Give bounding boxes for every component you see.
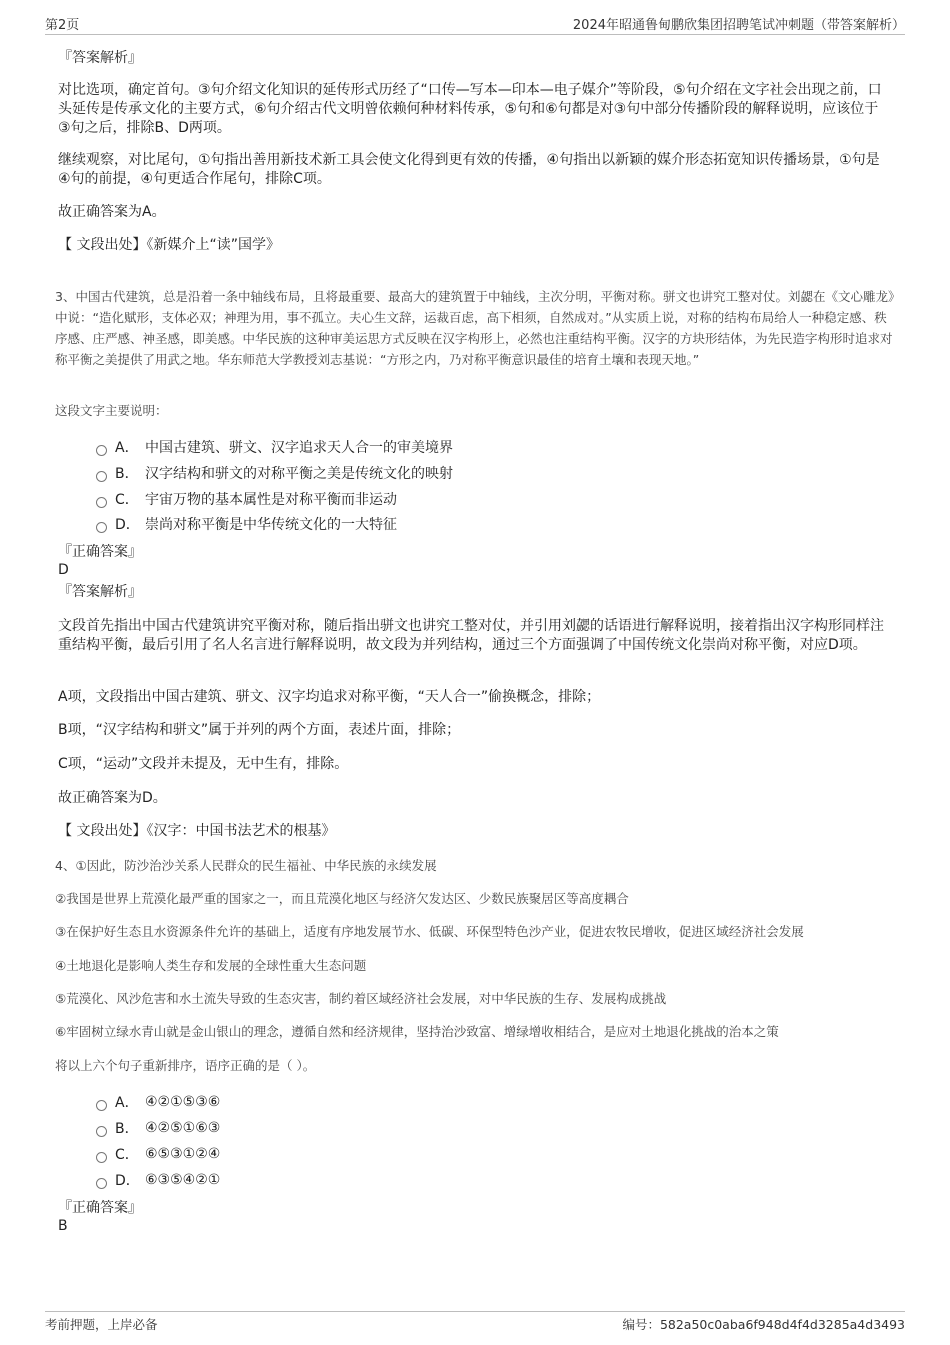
radio-icon[interactable] — [96, 1100, 107, 1111]
option-b[interactable] — [96, 463, 453, 483]
option-letter: C． — [115, 1147, 139, 1163]
question-prompt: 将以上六个句子重新排序，语序正确的是（ ）。 — [55, 1058, 316, 1073]
option-letter: B． — [115, 466, 139, 482]
document-id: 编号：582a50c0aba6f948d4f4d3285a4d3493 — [622, 1317, 905, 1332]
option-a[interactable] — [96, 1092, 220, 1112]
option-b[interactable] — [96, 1118, 220, 1138]
question-sentence: ②我国是世界上荒漠化最严重的国家之一，而且荒漠化地区与经济欠发达区、少数民族聚居区等高度耦合 — [55, 891, 629, 906]
page-number: 第2页 — [45, 18, 80, 33]
radio-icon[interactable] — [96, 1152, 107, 1163]
analysis-paragraph: A项，文段指出中国古建筑、骈文、汉字均追求对称平衡，“天人合一”偷换概念，排除； — [58, 689, 601, 705]
option-text: ④②⑤①⑥③ — [145, 1120, 221, 1136]
document-title: 2024年昭通鲁甸鹏欣集团招聘笔试冲刺题（带答案解析） — [572, 18, 905, 33]
radio-icon[interactable] — [96, 445, 107, 456]
conclusion: 故正确答案为A。 — [58, 204, 166, 220]
question-sentence: 4、①因此，防沙治沙关系人民群众的民生福祉、中华民族的永续发展 — [55, 858, 437, 873]
question-sentence: ⑤荒漠化、风沙危害和水土流失导致的生态灾害，制约着区域经济社会发展，对中华民族的生存、发展构成挑战 — [55, 991, 667, 1006]
option-text: ⑥③⑤④②① — [145, 1172, 221, 1188]
option-text: ④②①⑤③⑥ — [145, 1094, 221, 1110]
option-text: 汉字结构和骈文的对称平衡之美是传统文化的映射 — [145, 466, 453, 482]
answer-value: B — [58, 1218, 68, 1234]
radio-icon[interactable] — [96, 497, 107, 508]
answer-value: D — [58, 562, 69, 578]
source-citation: 【 文段出处】《汉字：中国书法艺术的根基》 — [58, 823, 336, 839]
radio-icon[interactable] — [96, 1126, 107, 1137]
option-text: ⑥⑤③①②④ — [145, 1146, 221, 1162]
question-sentence: ⑥牢固树立绿水青山就是金山银山的理念，遵循自然和经济规律，坚持治沙致富、增绿增收相结合，是应对土地退化挑战的治本之策 — [55, 1024, 779, 1039]
question-stem: 3、中国古代建筑，总是沿着一条中轴线布局，且将最重要、最高大的建筑置于中轴线，主次分明，平衡对称。骈文也讲究工整对仗。刘勰在《文心雕龙》中说：“造化赋形，支体必双；神理为用，事不孤立。夫心生文辞，运裁百虑，高下相须，自然成对。”从实质上说，对称的结构布局给人一种稳定感、秩序感、庄严感、神圣感，即美感。中华民族的这种审美运思方式反映在汉字构形上，必然也注重结构平衡。汉字的方块形结体，为先民造字构形时追求对称平衡之美提供了用武之地。华东师范大学教授刘志基说：“方形之内，乃对称平衡意识最佳的培育土壤和表现天地。” — [55, 289, 895, 367]
conclusion: 故正确答案为D。 — [58, 790, 167, 806]
option-c[interactable] — [96, 1144, 220, 1164]
option-letter: D． — [115, 1173, 140, 1189]
question-prompt: 这段文字主要说明： — [55, 403, 168, 418]
analysis-paragraph: 继续观察，对比尾句，①句指出善用新技术新工具会使文化得到更有效的传播，④句指出以新颖的媒介形态拓宽知识传播场景，①句是④句的前提，④句更适合作尾句，排除C项。 — [58, 152, 880, 187]
analysis-paragraph: 文段首先指出中国古代建筑讲究平衡对称，随后指出骈文也讲究工整对仗，并引用刘勰的话语进行解释说明，接着指出汉字构形同样注重结构平衡，最后引用了名人名言进行解释说明，故文段为并列结构，通过三个方面强调了中国传统文化崇尚对称平衡，对应D项。 — [58, 618, 884, 653]
analysis-label: 『答案解析』 — [58, 584, 142, 600]
option-d[interactable] — [96, 1170, 220, 1190]
option-a[interactable] — [96, 437, 453, 457]
option-letter: D． — [115, 517, 140, 533]
option-text: 宇宙万物的基本属性是对称平衡而非运动 — [145, 492, 397, 508]
radio-icon[interactable] — [96, 522, 107, 533]
option-text: 中国古建筑、骈文、汉字追求天人合一的审美境界 — [145, 440, 453, 456]
option-letter: A． — [115, 1095, 139, 1111]
option-letter: C． — [115, 492, 139, 508]
option-d[interactable] — [96, 514, 397, 534]
option-letter: A． — [115, 440, 139, 456]
analysis-paragraph: B项，“汉字结构和骈文”属于并列的两个方面，表述片面，排除； — [58, 722, 461, 738]
answer-label: 『正确答案』 — [58, 544, 142, 560]
analysis-paragraph: C项，“运动”文段并未提及，无中生有，排除。 — [58, 756, 349, 772]
question-sentence: ③在保护好生态且水资源条件允许的基础上，适度有序地发展节水、低碳、环保型特色沙产业，促进农牧民增收，促进区域经济社会发展 — [55, 924, 804, 939]
radio-icon[interactable] — [96, 1178, 107, 1189]
analysis-label: 『答案解析』 — [58, 50, 142, 66]
option-text: 崇尚对称平衡是中华传统文化的一大特征 — [145, 517, 397, 533]
option-c[interactable] — [96, 489, 397, 509]
answer-label: 『正确答案』 — [58, 1200, 142, 1216]
radio-icon[interactable] — [96, 471, 107, 482]
option-letter: B． — [115, 1121, 139, 1137]
source-citation: 【 文段出处】《新媒介上“读”国学》 — [58, 237, 280, 253]
question-sentence: ④土地退化是影响人类生存和发展的全球性重大生态问题 — [55, 958, 367, 973]
analysis-paragraph: 对比选项，确定首句。③句介绍文化知识的延传形式历经了“口传—写本—印本—电子媒介”等阶段，⑤句介绍在文字社会出现之前，口头延传是传承文化的主要方式，⑥句介绍古代文明曾依赖何种材料传承，⑤句和⑥句都是对③句中部分传播阶段的解释说明，应该位于③句之后，排除B、D两项。 — [58, 82, 882, 136]
footer-slogan: 考前押题，上岸必备 — [45, 1317, 158, 1332]
page-footer — [45, 1311, 905, 1336]
